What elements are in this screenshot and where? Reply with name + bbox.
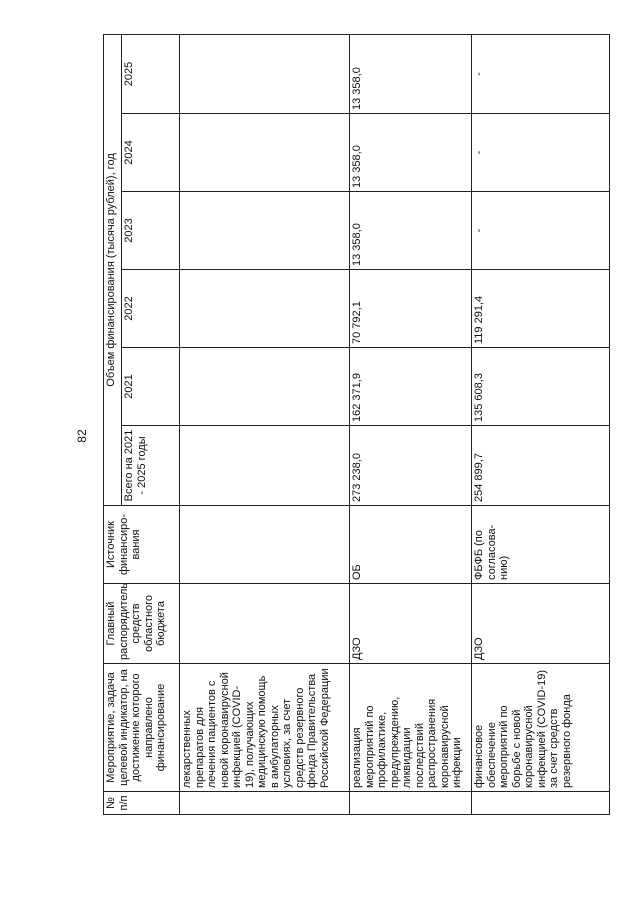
table-row: [472, 34, 610, 814]
row-source: ОБ: [350, 506, 472, 584]
row-value-2025: [180, 34, 350, 113]
financing-table: [103, 34, 610, 815]
row-measure: реализация мероприятий по профилактике, предупреждению, ликвидации последствий распространения коронавирусной инфекции: [350, 664, 472, 792]
row-total: [180, 426, 350, 506]
row-value-2022: 70 792,1: [350, 270, 472, 348]
header-year-2025: 2025: [122, 34, 180, 113]
header-num: № п/п: [104, 792, 180, 815]
row-total: 254 899,7: [472, 426, 610, 506]
header-year-2022: 2022: [122, 270, 180, 348]
row-value-2024: 13 358,0: [350, 114, 472, 192]
row-value-2023: [180, 192, 350, 270]
header-year-2023: 2023: [122, 192, 180, 270]
row-value-2021: 162 371,9: [350, 348, 472, 426]
row-value-2022: [180, 270, 350, 348]
table-row: [350, 34, 472, 814]
header-source: Источник финансиро-вания: [104, 506, 180, 584]
row-value-2024: [180, 114, 350, 192]
row-manager: ДЗО: [350, 584, 472, 664]
row-value-2021: [180, 348, 350, 426]
row-value-2024: -: [472, 114, 610, 192]
row-num: [472, 792, 610, 815]
row-value-2023: 13 358,0: [350, 192, 472, 270]
row-num: [180, 792, 350, 815]
row-total: 273 238,0: [350, 426, 472, 506]
row-manager: ДЗО: [472, 584, 610, 664]
table-row: [180, 34, 350, 814]
page-number: 82: [75, 429, 89, 443]
header-total: Всего на 2021 - 2025 годы: [122, 426, 180, 506]
row-value-2025: 13 358,0: [350, 34, 472, 113]
row-source: [180, 506, 350, 584]
header-volume: Объем финансирования (тысяча рублей), год: [104, 34, 122, 505]
row-manager: [180, 584, 350, 664]
rotated-table-container: [103, 35, 609, 815]
row-value-2025: -: [472, 34, 610, 113]
header-year-2024: 2024: [122, 114, 180, 192]
row-num: [350, 792, 472, 815]
header-year-2021: 2021: [122, 348, 180, 426]
row-value-2022: 119 291,4: [472, 270, 610, 348]
row-source: ФБФБ (по согласова-нию): [472, 506, 610, 584]
row-measure: лекарственных препаратов для лечения пациентов с новой коронавирусной инфекцией (COVID-19), получающих медицинскую помощь в амбулаторных условиях, за счет средств резервного фонда Правительства Российской Федерации: [180, 664, 350, 792]
row-value-2023: -: [472, 192, 610, 270]
header-manager: Главный распорядитель средств областного бюджета: [104, 584, 180, 664]
row-value-2021: 135 608,3: [472, 348, 610, 426]
header-measure: Мероприятие, задача целевой индикатор, на достижение которого направлено финансирование: [104, 664, 180, 792]
row-measure: финансовое обеспечение мероприятий по борьбе с новой коронавирусной инфекцией (COVID-19) за счет средств резервного фонда: [472, 664, 610, 792]
